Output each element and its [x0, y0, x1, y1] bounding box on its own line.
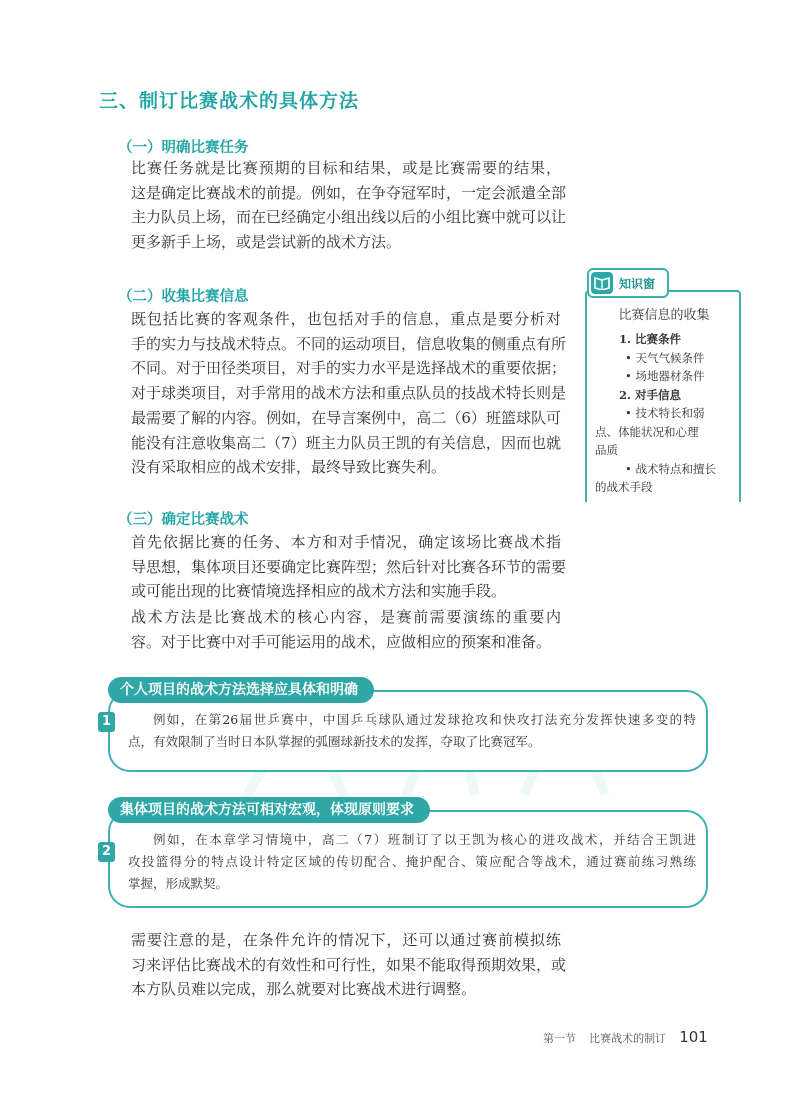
main-title: 三、制订比赛战术的具体方法 — [99, 90, 360, 112]
list-item: 2. 对手信息 — [619, 387, 682, 402]
text-line: 点，有效限制了当时日本队掌握的弧圈球新技术的发挥，夺取了比赛冠军。 — [128, 734, 541, 749]
list-item: 的战术手段 — [595, 480, 653, 494]
list-item: • 场地器材条件 — [625, 369, 705, 383]
text-line: 战术方法是比赛战术的核心内容，是赛前需要演练的重要内 — [131, 608, 561, 626]
footer-section: 第一节 — [543, 1032, 576, 1045]
knowledge-window-label: 知识窗 — [619, 276, 656, 291]
book-icon — [591, 272, 613, 294]
knowledge-window-badge — [587, 268, 669, 298]
list-item: • 战术特点和擅长 — [625, 461, 716, 476]
text-line: 比赛任务就是比赛预期的目标和结果，或是比赛需要的结果， — [131, 159, 561, 177]
knowledge-window-title: 比赛信息的收集 — [618, 308, 710, 323]
text-line: 本方队员难以完成，那么就要对比赛战术进行调整。 — [131, 980, 477, 999]
knowledge-window — [585, 268, 743, 500]
section-paragraph-task — [101, 156, 567, 255]
text-line: 首先依据比赛的任务、本方和对手情况，确定该场比赛战术指 — [131, 533, 561, 551]
example-label-individual: 个人项目的战术方法选择应具体和明确 — [108, 677, 374, 703]
text-line: 习来评估比赛战术的有效性和可行性，如果不能取得预期效果，或 — [131, 955, 567, 974]
text-line: 最需要了解的内容。例如，在导言案例中，高二（6）班篮球队可 — [131, 408, 561, 427]
list-item: 点、体能状况和心理 — [595, 424, 699, 439]
section-heading-info: （二）收集比赛信息 — [118, 289, 249, 305]
knowledge-window-list — [595, 330, 739, 497]
example-label-team: 集体项目的战术方法可相对宏观，体现原则要求 — [108, 797, 430, 823]
text-line: 或可能出现的比赛情境选择相应的战术方法和实施手段。 — [131, 582, 507, 601]
text-line: 需要注意的是，在条件允许的情况下，还可以通过赛前模拟练 — [131, 931, 561, 949]
page-number: 101 — [679, 1028, 708, 1046]
text-line: 容。对于比赛中对手可能运用的战术，应做相应的预案和准备。 — [131, 632, 552, 651]
text-line: 更多新手上场，或是尝试新的战术方法。 — [131, 233, 402, 252]
text-line: 例如，在本章学习情境中，高二（7）班制订了以王凯为核心的进攻战术，并结合王凯进 — [153, 832, 696, 847]
section-paragraph-info — [101, 307, 567, 480]
text-line: 这是确定比赛战术的前提。例如，在争夺冠军时，一定会派遣全部 — [131, 183, 567, 202]
text-line: 手的实力与技战术特点。不同的运动项目，信息收集的侧重点有所 — [131, 334, 567, 353]
example-text-individual — [128, 709, 696, 753]
example-number-badge: 1 — [98, 712, 115, 732]
text-line: 攻投篮得分的特点设计特定区域的传切配合、掩护配合、策应配合等战术，通过赛前练习熟练 — [128, 854, 696, 869]
text-line: 不同。对于田径类项目，对手的实力水平是选择战术的重要依据； — [131, 359, 567, 378]
text-line: 既包括比赛的客观条件，也包括对手的信息，重点是要分析对 — [131, 310, 561, 328]
text-line: 没有采取相应的战术安排，最终导致比赛失利。 — [131, 458, 447, 477]
text-line: 例如，在第26届世乒赛中，中国乒乓球队通过发球抢攻和快攻打法充分发挥快速多变的特 — [153, 712, 696, 727]
list-item: 1. 比赛条件 — [619, 332, 682, 346]
example-text-team — [128, 829, 696, 895]
text-line: 对于球类项目，对手常用的战术方法和重点队员的技战术特长则是 — [131, 384, 567, 403]
text-line: 能没有注意收集高二（7）班主力队员王凯的有关信息，因而也就 — [131, 433, 561, 452]
section-paragraph-tactics-core — [101, 605, 561, 654]
section-paragraph-tactics — [101, 530, 567, 604]
text-line: 主力队员上场，而在已经确定小组出线以后的小组比赛中就可以让 — [131, 208, 567, 227]
text-line: 掌握，形成默契。 — [128, 876, 229, 891]
page-footer — [543, 1027, 708, 1046]
section-heading-task: （一）明确比赛任务 — [118, 140, 249, 156]
example-number-badge: 2 — [98, 842, 115, 862]
list-item: • 技术特长和弱 — [625, 406, 705, 420]
list-item: • 天气气候条件 — [625, 350, 705, 365]
closing-paragraph — [101, 928, 567, 1002]
text-line: 导思想，集体项目还要确定比赛阵型；然后针对比赛各环节的需要 — [131, 557, 567, 576]
footer-chapter-name: 比赛战术的制订 — [589, 1032, 667, 1045]
section-heading-tactics: （三）确定比赛战术 — [118, 512, 249, 528]
list-item: 品质 — [595, 443, 618, 457]
